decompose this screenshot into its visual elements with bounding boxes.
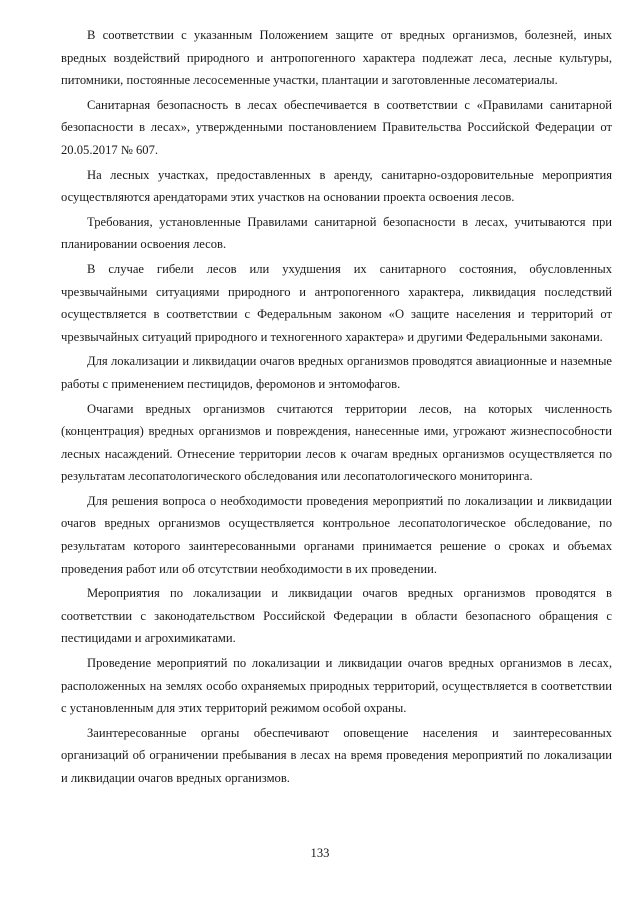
paragraph-8: Для решения вопроса о необходимости проведения мероприятий по локализации и ликвидации очагов вредных организмов осуществляется контрольное лесопатологическое обследование, по результатам которого заинтересованными органами принимается решение о сроках и объемах проведения работ или об отсутствии необходимости в их проведении.	[61, 493, 612, 576]
paragraph-6: Для локализации и ликвидации очагов вредных организмов проводятся авиационные и наземные работы с применением пестицидов, феромонов и энтомофагов.	[61, 354, 612, 391]
paragraph-5: В случае гибели лесов или ухудшения их санитарного состояния, обусловленных чрезвычайными ситуациями природного и антропогенного характера, ликвидация последствий осуществляется в соответствии с Федеральным законом «О защите населения и территорий от чрезвычайных ситуаций природного и техногенного характера» и другими Федеральными законами.	[61, 261, 612, 344]
paragraph-1: В соответствии с указанным Положением защите от вредных организмов, болезней, иных вредных воздействий природного и антропогенного характера подлежат леса, лесные культуры, питомники, постоянные лесосеменные участки, плантации и заготовленные лесоматериалы.	[61, 28, 612, 88]
paragraph-2: Санитарная безопасность в лесах обеспечивается в соответствии с «Правилами санитарной безопасности в лесах», утвержденными постановлением Правительства Российской Федерации от 20.05.2017 № 607.	[61, 97, 612, 157]
paragraph-7: Очагами вредных организмов считаются территории лесов, на которых численность (концентрация) вредных организмов и повреждения, нанесенные ими, угрожают жизнеспособности лесных насаждений. Отнесение территории лесов к очагам вредных организмов осуществляется по результатам лесопатологического обследования или лесопатологического мониторинга.	[61, 401, 612, 484]
paragraph-3: На лесных участках, предоставленных в аренду, санитарно-оздоровительные мероприятия осуществляются арендаторами этих участков на основании проекта освоения лесов.	[61, 167, 612, 205]
paragraph-4: Требования, установленные Правилами санитарной безопасности в лесах, учитываются при планировании освоения лесов.	[61, 214, 612, 252]
page-number: 133	[310, 846, 330, 860]
paragraph-11: Заинтересованные органы обеспечивают оповещение населения и заинтересованных организаций об ограничении пребывания в лесах на время проведения мероприятий по локализации и ликвидации очагов вредных организмов.	[61, 725, 612, 785]
document-body	[61, 24, 612, 792]
paragraph-10: Проведение мероприятий по локализации и ликвидации очагов вредных организмов в лесах, расположенных на землях особо охраняемых природных территорий, осуществляется в соответствии с установленным для этих территорий режимом особой охраны.	[61, 656, 612, 716]
paragraph-9: Мероприятия по локализации и ликвидации очагов вредных организмов проводятся в соответствии с законодательством Российской Федерации в области безопасного обращения с пестицидами и агрохимикатами.	[61, 586, 612, 646]
